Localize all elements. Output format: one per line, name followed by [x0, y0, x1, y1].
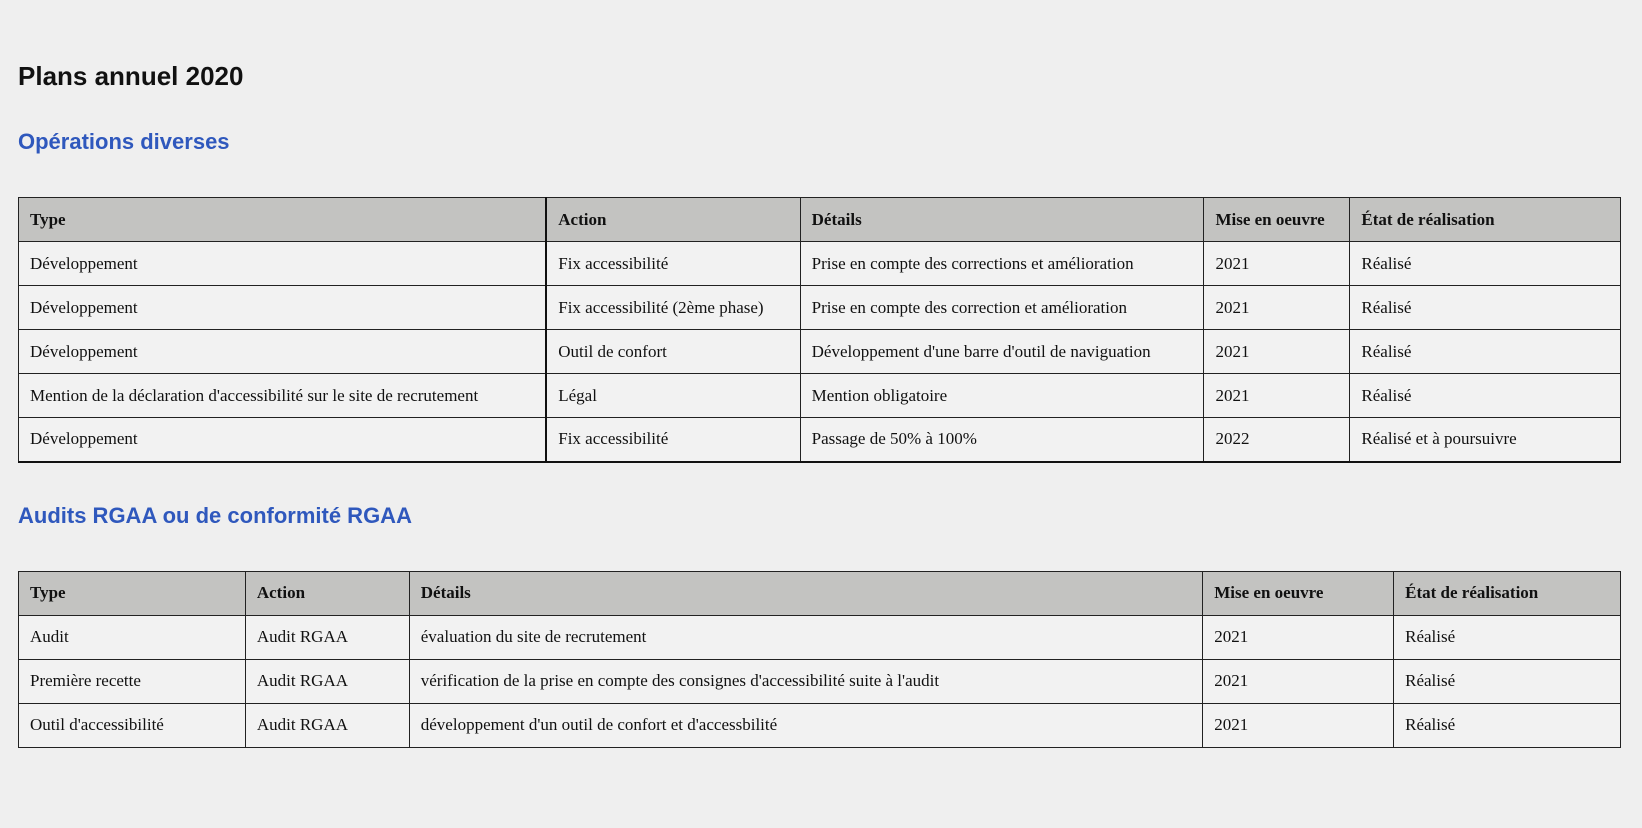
cell-etat: Réalisé	[1394, 703, 1621, 747]
cell-action: Fix accessibilité	[546, 418, 800, 462]
cell-action: Fix accessibilité	[546, 242, 800, 286]
section-title-audits-rgaa: Audits RGAA ou de conformité RGAA	[18, 502, 412, 528]
page-title: Plans annuel 2020	[18, 61, 244, 91]
table-row	[19, 330, 1621, 374]
cell-etat: Réalisé	[1350, 242, 1621, 286]
cell-mise-en-oeuvre: 2021	[1203, 615, 1394, 659]
cell-etat: Réalisé	[1350, 286, 1621, 330]
cell-details: Prise en compte des correction et amélioration	[800, 286, 1204, 330]
cell-mise-en-oeuvre: 2021	[1204, 286, 1350, 330]
cell-etat: Réalisé	[1394, 615, 1621, 659]
column-header-etat: État de réalisation	[1394, 571, 1621, 615]
table-row	[19, 286, 1621, 330]
cell-type: Première recette	[19, 659, 246, 703]
cell-mise-en-oeuvre: 2021	[1204, 242, 1350, 286]
cell-action: Audit RGAA	[245, 703, 409, 747]
column-header-mise-en-oeuvre: Mise en oeuvre	[1203, 571, 1394, 615]
table-header-row	[19, 571, 1621, 615]
table-row	[19, 374, 1621, 418]
cell-action: Audit RGAA	[245, 615, 409, 659]
cell-mise-en-oeuvre: 2022	[1204, 418, 1350, 462]
cell-action: Outil de confort	[546, 330, 800, 374]
column-header-action: Action	[546, 198, 800, 242]
cell-details: Mention obligatoire	[800, 374, 1204, 418]
cell-type: Développement	[19, 242, 547, 286]
cell-etat: Réalisé	[1394, 659, 1621, 703]
cell-details: évaluation du site de recrutement	[409, 615, 1202, 659]
cell-type: Développement	[19, 418, 547, 462]
cell-etat: Réalisé	[1350, 374, 1621, 418]
audits-table	[18, 571, 1621, 748]
cell-action: Fix accessibilité (2ème phase)	[546, 286, 800, 330]
operations-table	[18, 197, 1621, 463]
table-row	[19, 659, 1621, 703]
cell-type: Développement	[19, 330, 547, 374]
cell-mise-en-oeuvre: 2021	[1204, 374, 1350, 418]
table-row	[19, 615, 1621, 659]
cell-mise-en-oeuvre: 2021	[1203, 703, 1394, 747]
cell-action: Légal	[546, 374, 800, 418]
column-header-etat: État de réalisation	[1350, 198, 1621, 242]
cell-details: Passage de 50% à 100%	[800, 418, 1204, 462]
cell-mise-en-oeuvre: 2021	[1203, 659, 1394, 703]
cell-type: Mention de la déclaration d'accessibilité sur le site de recrutement	[19, 374, 547, 418]
table-row	[19, 418, 1621, 462]
cell-action: Audit RGAA	[245, 659, 409, 703]
table-row	[19, 703, 1621, 747]
column-header-mise-en-oeuvre: Mise en oeuvre	[1204, 198, 1350, 242]
cell-etat: Réalisé	[1350, 330, 1621, 374]
section-title-operations-diverses: Opérations diverses	[18, 129, 230, 154]
cell-mise-en-oeuvre: 2021	[1204, 330, 1350, 374]
cell-type: Développement	[19, 286, 547, 330]
cell-details: vérification de la prise en compte des consignes d'accessibilité suite à l'audit	[409, 659, 1202, 703]
table-row	[19, 242, 1621, 286]
cell-details: développement d'un outil de confort et d'accessbilité	[409, 703, 1202, 747]
column-header-details: Détails	[800, 198, 1204, 242]
column-header-type: Type	[19, 198, 547, 242]
cell-details: Développement d'une barre d'outil de naviguation	[800, 330, 1204, 374]
column-header-details: Détails	[409, 571, 1202, 615]
cell-type: Audit	[19, 615, 246, 659]
column-header-type: Type	[19, 571, 246, 615]
cell-etat: Réalisé et à poursuivre	[1350, 418, 1621, 462]
table-header-row	[19, 198, 1621, 242]
cell-type: Outil d'accessibilité	[19, 703, 246, 747]
cell-details: Prise en compte des corrections et amélioration	[800, 242, 1204, 286]
column-header-action: Action	[245, 571, 409, 615]
